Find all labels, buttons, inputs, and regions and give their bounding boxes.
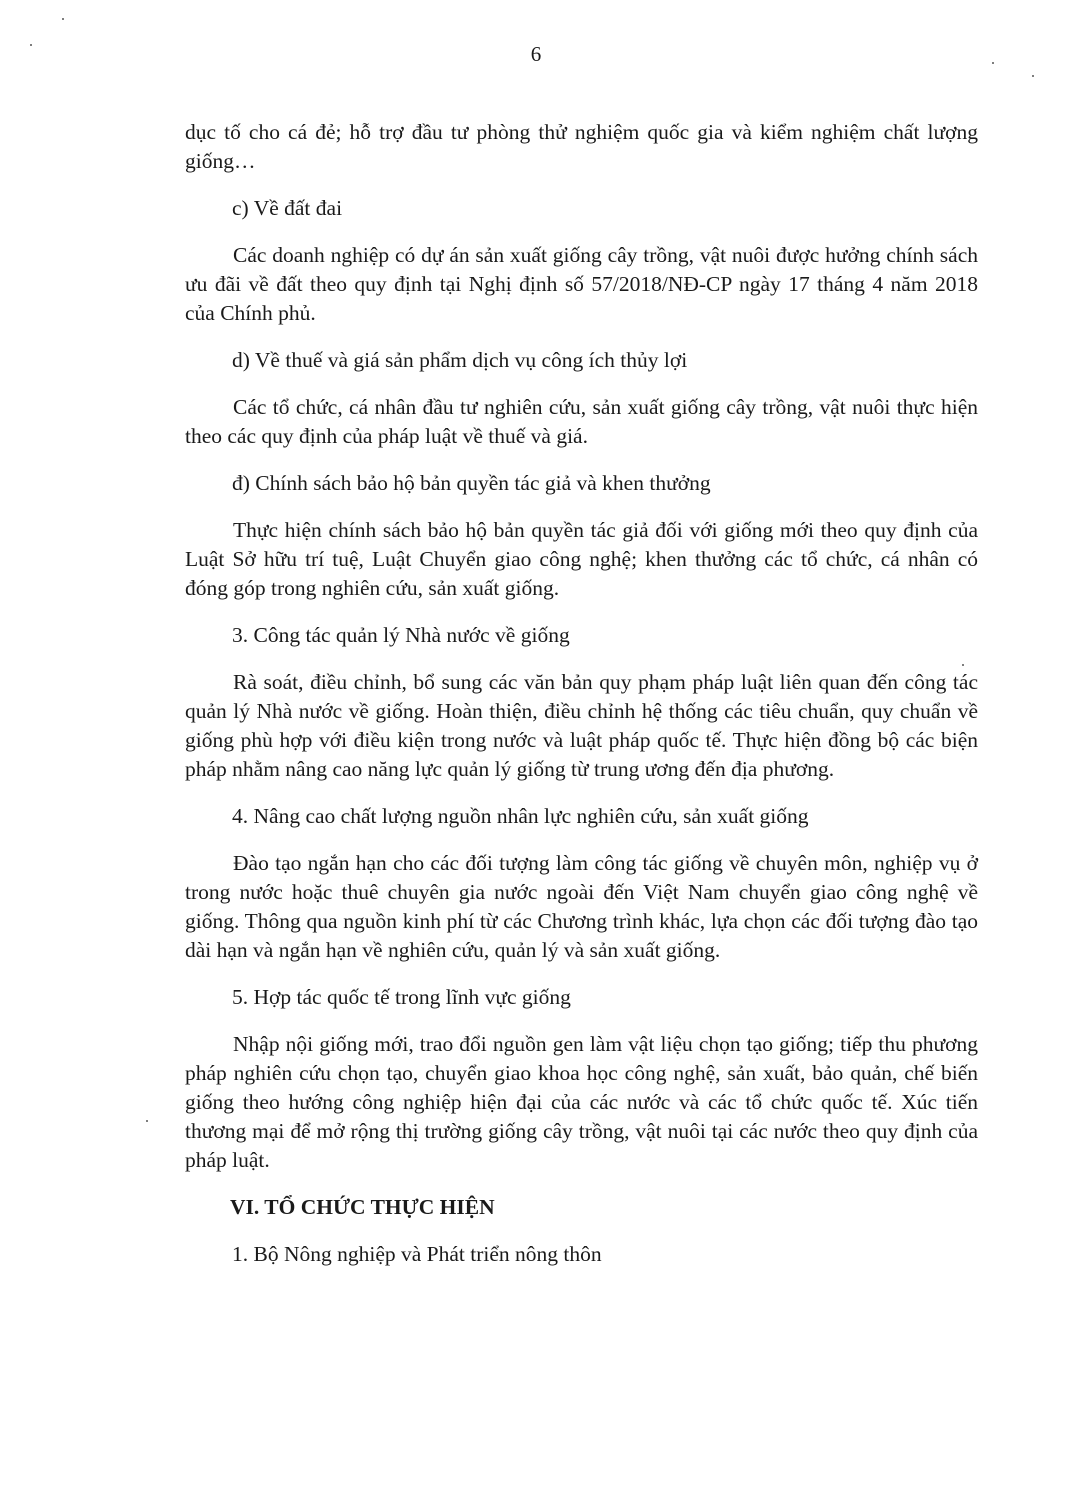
paragraph-copyright: Thực hiện chính sách bảo hộ bản quyền tác giả đối với giống mới theo quy định của Luật Sở hữu trí tuệ, Luật Chuyển giao công nghệ; khen thưởng các tổ chức, cá nhân có đóng góp trong nghiên cứu, sản xuất giống. [185,518,978,600]
heading-ministry: 1. Bộ Nông nghiệp và Phát triển nông thôn [232,1242,602,1266]
heading-international-cooperation: 5. Hợp tác quốc tế trong lĩnh vực giống [232,985,571,1009]
heading-land: c) Về đất đai [232,196,343,220]
section-title-implementation: VI. TỔ CHỨC THỰC HIỆN [230,1195,495,1219]
paragraph-state-management: Rà soát, điều chỉnh, bổ sung các văn bản quy phạm pháp luật liên quan đến công tác quản lý Nhà nước về giống. Hoàn thiện, điều chỉnh hệ thống các tiêu chuẩn, quy chuẩn về giống phù hợp với điều kiện trong nước và luật pháp quốc tế. Thực hiện đồng bộ các biện pháp nhằm nâng cao năng lực quản lý giống từ trung ương đến địa phương. [185,670,978,781]
scan-speck [62,18,64,20]
document-body [185,118,978,1287]
scan-speck [30,44,32,46]
paragraph-continuation: dục tố cho cá đẻ; hỗ trợ đầu tư phòng thử nghiệm quốc gia và kiểm nghiệm chất lượng giống… [185,120,978,173]
paragraph-land: Các doanh nghiệp có dự án sản xuất giống cây trồng, vật nuôi được hưởng chính sách ưu đãi về đất theo quy định tại Nghị định số 57/2018/NĐ-CP ngày 17 tháng 4 năm 2018 của Chính phủ. [185,243,978,325]
scan-speck [992,62,994,64]
paragraph-human-resources: Đào tạo ngắn hạn cho các đối tượng làm công tác giống về chuyên môn, nghiệp vụ ở trong nước hoặc thuê chuyên gia nước ngoài đến Việt Nam chuyển giao công nghệ về giống. Thông qua nguồn kinh phí từ các Chương trình khác, lựa chọn các đối tượng đào tạo dài hạn và ngắn hạn về nghiên cứu, quản lý và sản xuất giống. [185,851,978,962]
scan-speck [962,664,964,666]
heading-human-resources: 4. Nâng cao chất lượng nguồn nhân lực nghiên cứu, sản xuất giống [232,804,809,828]
heading-tax: d) Về thuế và giá sản phẩm dịch vụ công ích thủy lợi [232,348,688,372]
paragraph-tax: Các tổ chức, cá nhân đầu tư nghiên cứu, sản xuất giống cây trồng, vật nuôi thực hiện theo các quy định của pháp luật về thuế và giá. [185,395,978,448]
page-number: 6 [530,42,542,66]
scan-speck [1032,75,1034,77]
scan-speck [146,1120,148,1122]
heading-copyright: đ) Chính sách bảo hộ bản quyền tác giả và khen thưởng [232,471,711,495]
paragraph-international-cooperation: Nhập nội giống mới, trao đổi nguồn gen làm vật liệu chọn tạo giống; tiếp thu phương pháp nghiên cứu chọn tạo, chuyển giao khoa học công nghệ, sản xuất, bảo quản, chế biến giống theo hướng công nghiệp hiện đại của các nước và các tổ chức quốc tế. Xúc tiến thương mại để mở rộng thị trường giống cây trồng, vật nuôi tại các nước theo quy định của pháp luật. [185,1032,978,1172]
heading-state-management: 3. Công tác quản lý Nhà nước về giống [232,623,570,647]
